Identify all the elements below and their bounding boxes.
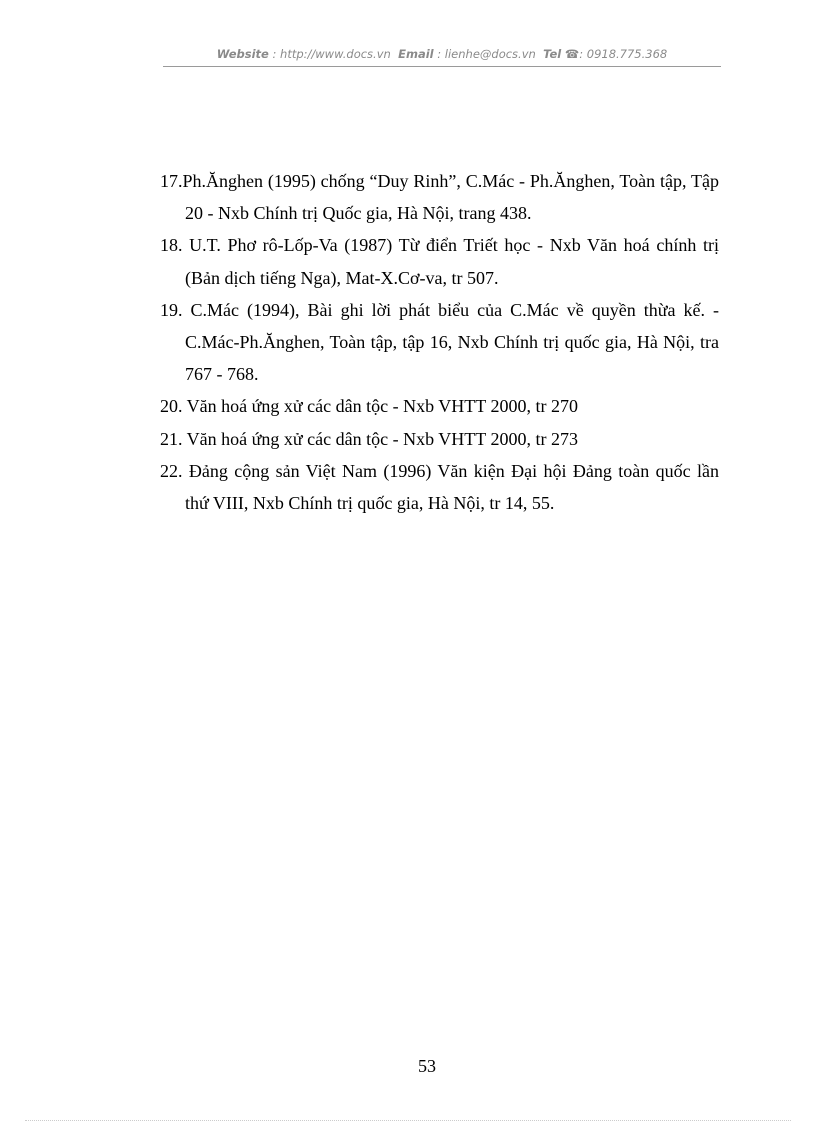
website-label: Website <box>216 47 269 61</box>
page-bottom-border <box>25 1120 791 1121</box>
website-value: : http://www.docs.vn <box>272 47 391 61</box>
reference-item: 19. C.Mác (1994), Bài ghi lời phát biểu của C.Mác về quyền thừa kế. - C.Mác-Ph.Ănghen, Toàn tập, tập 16, Nxb Chính trị quốc gia, Hà Nội, tra 767 - 768. <box>160 299 719 385</box>
reference-item: 18. U.T. Phơ rô-Lốp-Va (1987) Từ điển Triết học - Nxb Văn hoá chính trị (Bản dịch tiếng Nga), Mat-X.Cơ-va, tr 507. <box>160 235 719 288</box>
email-label: Email <box>398 47 434 61</box>
reference-item: 20. Văn hoá ứng xử các dân tộc - Nxb VHTT 2000, tr 270 <box>160 396 578 417</box>
reference-item: 21. Văn hoá ứng xử các dân tộc - Nxb VHTT 2000, tr 273 <box>160 428 578 449</box>
reference-item: 17.Ph.Ănghen (1995) chống “Duy Rinh”, C.Mác - Ph.Ănghen, Toàn tập, Tập 20 - Nxb Chính trị Quốc gia, Hà Nội, trang 438. <box>160 171 719 224</box>
page-number: 53 <box>418 1056 436 1076</box>
reference-item: 22. Đảng cộng sản Việt Nam (1996) Văn kiện Đại hội Đảng toàn quốc lần thứ VIII, Nxb Chính trị quốc gia, Hà Nội, tr 14, 55. <box>160 460 719 514</box>
page-header <box>163 47 721 61</box>
phone-icon: ☎ <box>564 47 580 61</box>
tel-value: : 0918.775.368 <box>579 47 668 61</box>
email-value: : lienhe@docs.vn <box>437 47 536 61</box>
tel-label: Tel <box>543 47 562 61</box>
header-divider <box>163 66 721 67</box>
reference-list <box>160 165 719 519</box>
